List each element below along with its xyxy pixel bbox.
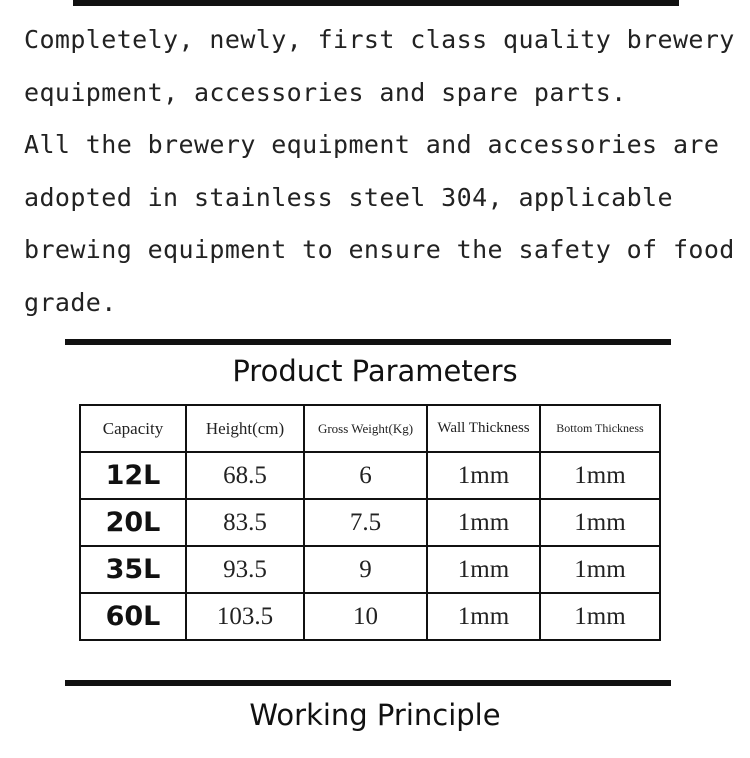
table-header-row xyxy=(80,405,660,452)
cell-height: 103.5 xyxy=(186,593,304,640)
top-divider xyxy=(73,0,679,6)
cell-gross-weight: 6 xyxy=(304,452,427,499)
cell-capacity: 60L xyxy=(80,593,186,640)
header-height: Height(cm) xyxy=(186,405,304,452)
cell-bottom-thickness: 1mm xyxy=(540,499,660,546)
header-capacity: Capacity xyxy=(80,405,186,452)
intro-text xyxy=(24,14,734,329)
intro-line: All the brewery equipment and accessories are xyxy=(24,130,720,159)
cell-height: 83.5 xyxy=(186,499,304,546)
intro-line: brewing equipment to ensure the safety of food xyxy=(24,235,735,264)
product-parameters-table xyxy=(79,404,661,641)
header-gross-weight: Gross Weight(Kg) xyxy=(304,405,427,452)
cell-bottom-thickness: 1mm xyxy=(540,593,660,640)
table-row xyxy=(80,593,660,640)
header-bottom-thickness: Bottom Thickness xyxy=(540,405,660,452)
cell-bottom-thickness: 1mm xyxy=(540,546,660,593)
cell-height: 68.5 xyxy=(186,452,304,499)
cell-capacity: 20L xyxy=(80,499,186,546)
cell-capacity: 12L xyxy=(80,452,186,499)
cell-wall-thickness: 1mm xyxy=(427,593,540,640)
section-divider xyxy=(65,339,671,345)
table-row xyxy=(80,546,660,593)
table-row xyxy=(80,452,660,499)
intro-line: adopted in stainless steel 304, applicable xyxy=(24,182,673,212)
working-principle-heading: Working Principle xyxy=(249,698,501,732)
cell-gross-weight: 10 xyxy=(304,593,427,640)
cell-capacity: 35L xyxy=(80,546,186,593)
header-wall-thickness: Wall Thickness xyxy=(427,405,540,452)
intro-line: grade. xyxy=(24,287,117,317)
cell-wall-thickness: 1mm xyxy=(427,452,540,499)
cell-bottom-thickness: 1mm xyxy=(540,452,660,499)
cell-height: 93.5 xyxy=(186,546,304,593)
section-divider xyxy=(65,680,671,686)
product-parameters-heading: Product Parameters xyxy=(232,354,518,388)
cell-gross-weight: 7.5 xyxy=(304,499,427,546)
intro-line: Completely, newly, first class quality brewery xyxy=(24,25,735,54)
table-row xyxy=(80,499,660,546)
cell-wall-thickness: 1mm xyxy=(427,499,540,546)
cell-gross-weight: 9 xyxy=(304,546,427,593)
intro-line: equipment, accessories and spare parts. xyxy=(24,77,627,107)
cell-wall-thickness: 1mm xyxy=(427,546,540,593)
